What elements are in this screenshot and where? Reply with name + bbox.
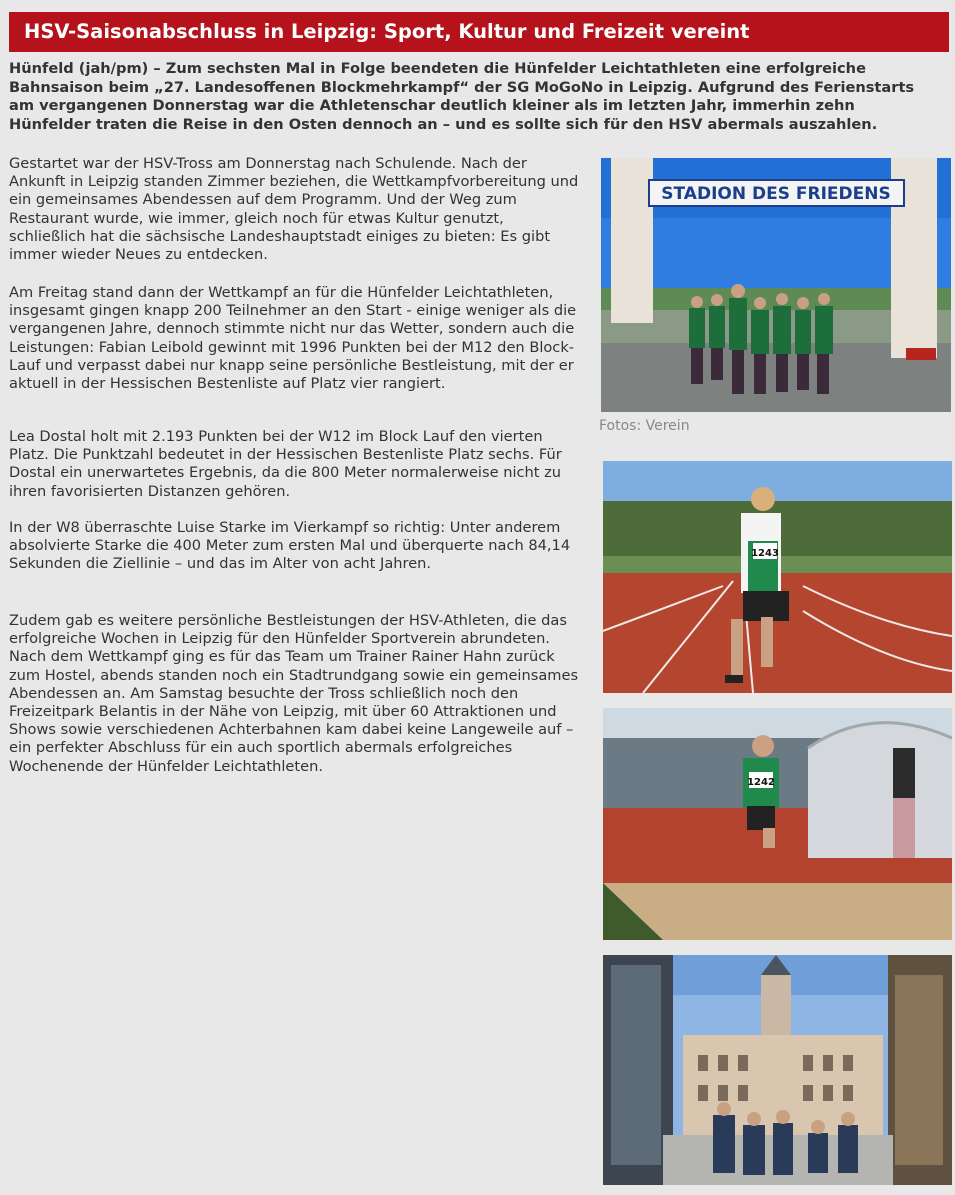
- article-paragraph-3: Lea Dostal holt mit 2.193 Punkten bei der W12 im Block Lauf den vierten Platz. Die Punktzahl bedeutet in der Hessischen Bestenliste Platz sechs. Für Dostal ein unerwartetes Ergebnis, da die 800 Meter normalerweise nicht zu ihren favorisierten Distanzen gehören.: [9, 428, 562, 500]
- photo-runner[interactable]: [603, 461, 952, 693]
- article-paragraph-2: Am Freitag stand dann der Wettkampf an für die Hünfelder Leichtathleten, insgesamt gingen knapp 200 Teilnehmer an den Start - einige weniger als die vergangenen Jahre, dennoch stimmte nicht nur das Wetter, sondern auch die Leistungen: Fabian Leibold gewinnt mit 1996 Punkten bei der M12 den Block-Lauf und verpasst dabei nur knapp seine persönliche Bestleistung, mit der er aktuell in der Hessischen Bestenliste auf Platz vier rangiert.: [9, 284, 577, 393]
- runner-bib-number: 1243: [751, 548, 779, 559]
- jumper-bib-number: 1242: [747, 777, 775, 788]
- article-paragraph-5: Zudem gab es weitere persönliche Bestleistungen der HSV-Athleten, die das erfolgreiche Wochen in Leipzig für den Hünfelder Sportverein abrundeten. Nach dem Wettkampf ging es für das Team um Trainer Rainer Hahn zurück zum Hostel, abends standen noch ein Stadtrundgang sowie ein gemeinsames Abendessen an. Am Samstag besuchte der Tross schließlich noch den Freizeitpark Belantis in der Nähe von Leipzig, mit über 60 Attraktionen und Shows sowie verschiedenen Achterbahnen kam dabei keine Langeweile auf – ein perfekter Abschluss für ein auch sportlich abermals erfolgreiches Wochenende der Hünfelder Leichtathleten.: [9, 612, 579, 775]
- photo-leipzig-city[interactable]: [603, 955, 952, 1185]
- stadium-banner-text: STADION DES FRIEDENS: [661, 184, 891, 204]
- article-paragraph-4: In der W8 überraschte Luise Starke im Vierkampf so richtig: Unter anderem absolvierte Starke die 400 Meter zum ersten Mal und überquerte nach 84,14 Sekunden die Ziellinie – und das im Alter von acht Jahren.: [9, 519, 571, 573]
- article-paragraph-1: Gestartet war der HSV-Tross am Donnerstag nach Schulende. Nach der Ankunft in Leipzig standen Zimmer beziehen, die Wettkampfvorbereitung und ein gemeinsames Abendessen auf dem Programm. Und der Weg zum Restaurant wurde, wie immer, gleich noch für etwas Kultur genutzt, schließlich hat die sächsische Landeshauptstadt einiges zu bieten: Es gibt immer wieder Neues zu entdecken.: [9, 155, 579, 264]
- photo-team-stadium[interactable]: [601, 158, 951, 412]
- photo-caption: Fotos: Verein: [599, 418, 690, 434]
- article-headline: HSV-Saisonabschluss in Leipzig: Sport, Kultur und Freizeit vereint: [9, 12, 949, 52]
- article-lead: Hünfeld (jah/pm) – Zum sechsten Mal in Folge beendeten die Hünfelder Leichtathleten eine erfolgreiche Bahnsaison beim „27. Landesoffenen Blockmehrkampf“ der SG MoGoNo in Leipzig. Aufgrund des Ferienstarts am vergangenen Donnerstag war die Athletenschar deutlich kleiner als im letzten Jahr, immerhin zehn Hünfelder traten die Reise in den Osten dennoch an – und es sollte sich für den HSV abermals auszahlen.: [9, 60, 915, 133]
- photo-long-jump[interactable]: [603, 708, 952, 940]
